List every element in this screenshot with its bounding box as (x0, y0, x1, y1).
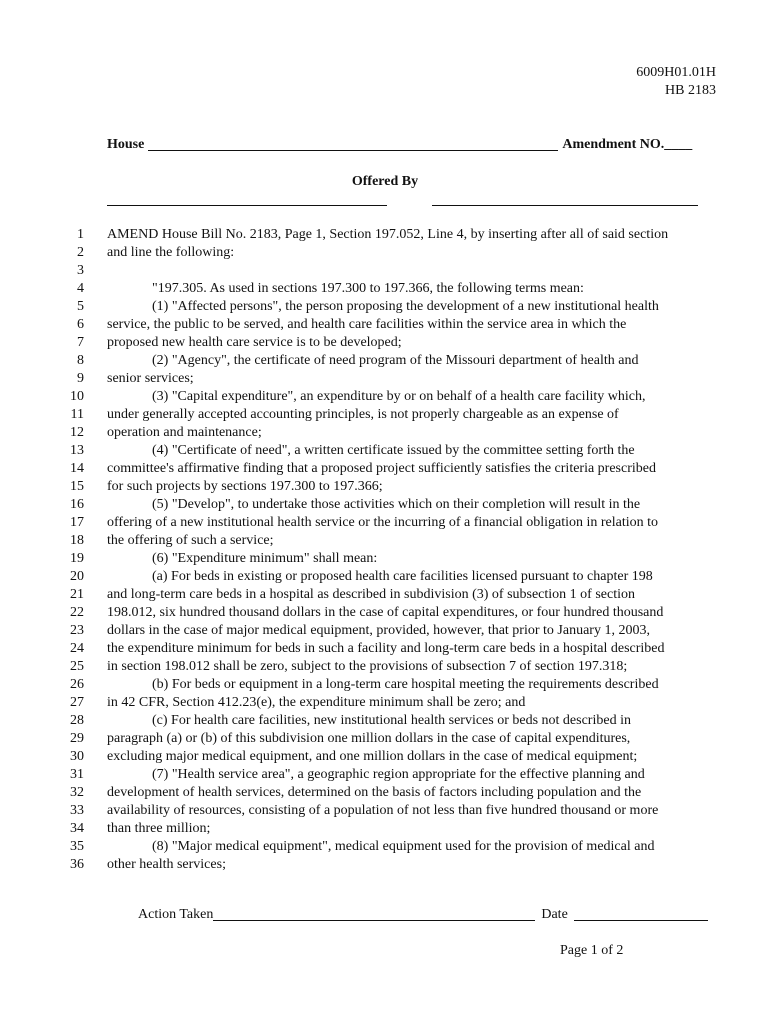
line-text: offering of a new institutional health service or the incurring of a financial obligation in relation to (107, 515, 659, 530)
text-line (60, 550, 720, 568)
line-number: 21 (70, 587, 84, 602)
text-line (60, 748, 720, 766)
line-number: 23 (70, 623, 84, 638)
text-line (60, 802, 720, 820)
line-text: "197.305. As used in sections 197.300 to 197.366, the following terms mean: (152, 281, 584, 296)
line-text: committee's affirmative finding that a proposed project sufficiently satisfies the criteria prescribed (107, 461, 656, 476)
line-text: availability of resources, consisting of a population of not less than five hundred thousand or more (107, 803, 659, 818)
line-text: (3) "Capital expenditure", an expenditure by or on behalf of a health care facility which, (152, 389, 646, 404)
action-taken-blank (213, 906, 535, 921)
line-number: 9 (77, 371, 84, 386)
line-text: and line the following: (107, 245, 235, 260)
line-number: 10 (70, 389, 84, 404)
text-line (60, 856, 720, 874)
text-line (60, 820, 720, 838)
line-number: 35 (70, 839, 84, 854)
line-text: service, the public to be served, and health care facilities within the service area in which the (107, 317, 627, 332)
line-text: under generally accepted accounting principles, is not properly chargeable as an expense of (107, 407, 619, 422)
line-number: 30 (70, 749, 84, 764)
line-text: (2) "Agency", the certificate of need program of the Missouri department of health and (152, 353, 639, 368)
line-number: 27 (70, 695, 84, 710)
line-text: in section 198.012 shall be zero, subject to the provisions of subsection 7 of section 197.318; (107, 659, 628, 674)
line-text: excluding major medical equipment, and one million dollars in the case of medical equipment; (107, 749, 638, 764)
line-text: the expenditure minimum for beds in such a facility and long-term care beds in a hospital described (107, 641, 665, 656)
line-number: 29 (70, 731, 84, 746)
line-number: 32 (70, 785, 84, 800)
text-line (60, 784, 720, 802)
text-line (60, 334, 720, 352)
line-text (107, 262, 720, 280)
line-text: (c) For health care facilities, new institutional health services or beds not described in (152, 713, 631, 728)
line-text: proposed new health care service is to be developed; (107, 335, 402, 350)
line-text: paragraph (a) or (b) of this subdivision one million dollars in the case of capital expenditures, (107, 731, 631, 746)
text-line (60, 226, 720, 244)
line-text: AMEND House Bill No. 2183, Page 1, Section 197.052, Line 4, by inserting after all of said section (107, 227, 669, 242)
line-number: 11 (70, 407, 84, 422)
line-number: 7 (77, 335, 84, 350)
text-line (60, 406, 720, 424)
text-line (60, 604, 720, 622)
line-text: (4) "Certificate of need", a written certificate issued by the committee setting forth the (152, 443, 635, 458)
amendment-number-label: Amendment NO.____ (562, 137, 693, 152)
line-number: 24 (70, 641, 84, 656)
line-text: 198.012, six hundred thousand dollars in the case of capital expenditures, or four hundred thousand (107, 605, 664, 620)
line-text: the offering of such a service; (107, 533, 274, 548)
line-number: 12 (70, 425, 84, 440)
text-line (60, 640, 720, 658)
line-text: development of health services, determined on the basis of factors including population and the (107, 785, 642, 800)
line-number: 20 (70, 569, 84, 584)
line-text: for such projects by sections 197.300 to 197.366; (107, 479, 383, 494)
bill-number: HB 2183 (665, 83, 716, 98)
action-taken-label: Action Taken (138, 907, 214, 922)
text-line (60, 658, 720, 676)
document-code: 6009H01.01H (636, 65, 716, 80)
line-number: 1 (77, 227, 84, 242)
line-number: 14 (70, 461, 84, 476)
text-line (60, 424, 720, 442)
line-text: operation and maintenance; (107, 425, 262, 440)
line-number: 2 (77, 245, 84, 260)
line-number: 19 (70, 551, 84, 566)
text-line (60, 316, 720, 334)
line-number: 5 (77, 299, 84, 314)
line-number: 4 (77, 281, 84, 296)
line-text: (5) "Develop", to undertake those activities which on their completion will result in the (152, 497, 641, 512)
action-taken-line (138, 906, 708, 923)
text-line (60, 766, 720, 784)
line-text: (7) "Health service area", a geographic region appropriate for the effective planning and (152, 767, 645, 782)
offered-by-signature-line-right (432, 205, 698, 206)
line-text: other health services; (107, 857, 226, 872)
text-line (60, 514, 720, 532)
line-number: 18 (70, 533, 84, 548)
line-text: than three million; (107, 821, 211, 836)
line-text: and long-term care beds in a hospital as described in subdivision (3) of subsection 1 of section (107, 587, 635, 602)
text-line (60, 352, 720, 370)
line-number: 26 (70, 677, 84, 692)
line-text: (a) For beds in existing or proposed health care facilities licensed pursuant to chapter 198 (152, 569, 653, 584)
text-line (60, 298, 720, 316)
house-label: House (107, 137, 145, 152)
date-blank (574, 906, 708, 921)
house-blank (148, 136, 558, 151)
line-number: 25 (70, 659, 84, 674)
text-line (60, 460, 720, 478)
text-line (60, 478, 720, 496)
page-number: Page 1 of 2 (560, 943, 624, 958)
line-text: dollars in the case of major medical equipment, provided, however, that prior to January 1, 2003, (107, 623, 650, 638)
text-line (60, 622, 720, 640)
line-text: (b) For beds or equipment in a long-term care hospital meeting the requirements described (152, 677, 659, 692)
text-line (60, 280, 720, 298)
line-text: (6) "Expenditure minimum" shall mean: (152, 551, 378, 566)
text-line (60, 496, 720, 514)
text-line (60, 370, 720, 388)
house-amendment-line (107, 136, 692, 153)
text-line (60, 568, 720, 586)
text-line (60, 838, 720, 856)
text-line (60, 676, 720, 694)
text-line (60, 262, 720, 280)
line-text: in 42 CFR, Section 412.23(e), the expenditure minimum shall be zero; and (107, 695, 526, 710)
line-number: 3 (77, 263, 84, 278)
text-line (60, 694, 720, 712)
offered-by-label: Offered By (351, 174, 419, 189)
text-line (60, 442, 720, 460)
text-line (60, 532, 720, 550)
line-number: 36 (70, 857, 84, 872)
line-number: 34 (70, 821, 84, 836)
line-text: (1) "Affected persons", the person proposing the development of a new institutional health (152, 299, 659, 314)
line-number: 13 (70, 443, 84, 458)
line-number: 6 (77, 317, 84, 332)
text-line (60, 586, 720, 604)
text-line (60, 388, 720, 406)
line-number: 28 (70, 713, 84, 728)
line-number: 22 (70, 605, 84, 620)
line-number: 17 (70, 515, 84, 530)
offered-by-signature-line-left (107, 205, 387, 206)
line-number: 33 (70, 803, 84, 818)
line-number: 31 (70, 767, 84, 782)
line-number: 16 (70, 497, 84, 512)
line-text: (8) "Major medical equipment", medical equipment used for the provision of medical and (152, 839, 655, 854)
amendment-text (60, 226, 720, 874)
document-code-block (636, 64, 716, 100)
text-line (60, 730, 720, 748)
date-label: Date (541, 907, 568, 922)
text-line (60, 244, 720, 262)
line-text: senior services; (107, 371, 194, 386)
line-number: 15 (70, 479, 84, 494)
line-number: 8 (77, 353, 84, 368)
text-line (60, 712, 720, 730)
